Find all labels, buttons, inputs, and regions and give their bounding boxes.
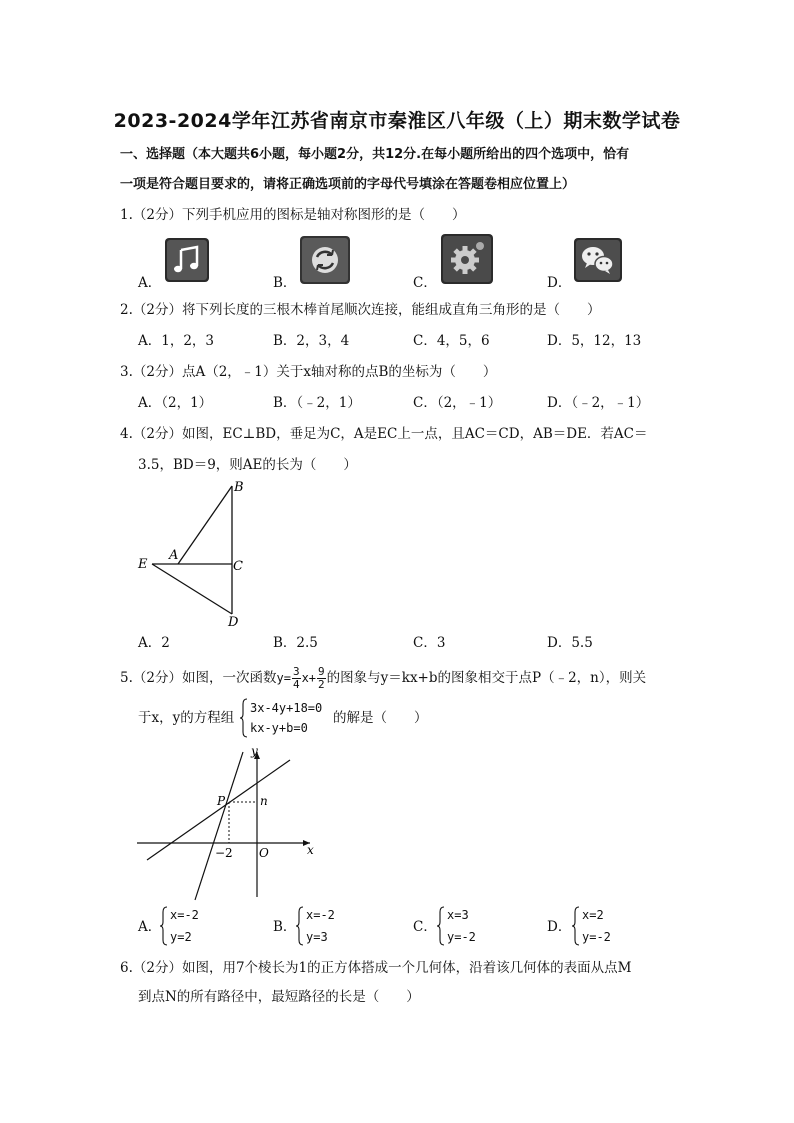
q6-stem-line1: 6.（2分）如图，用7个棱长为1的正方体搭成一个几何体，沿着该几何体的表面从点M (120, 960, 632, 976)
q5-axis-x-label: x (307, 843, 314, 857)
q5-option-d-brace (572, 906, 580, 946)
q5-option-d-row1: x=2 (582, 908, 604, 922)
q4-label-d: D (228, 615, 239, 630)
q3-option-a: A．（2，1） (138, 395, 213, 411)
q5-stem-c: 于x，y的方程组 (138, 710, 235, 726)
q5-option-c-row1: x=3 (447, 908, 469, 922)
q4-option-d: D．5.5 (547, 635, 593, 651)
q5-option-a-row2: y=2 (170, 930, 192, 944)
q5-axis-y-label: y (251, 744, 258, 758)
q5-option-a-letter: A． (138, 919, 162, 935)
refresh-icon (299, 235, 351, 289)
q5-option-c-letter: C． (413, 919, 437, 935)
q5-stem-a: 5.（2分）如图，一次函数 (120, 670, 277, 686)
q5-origin-label: O (259, 846, 269, 860)
q2-stem: 2.（2分）将下列长度的三根木棒首尾顺次连接，能组成直角三角形的是（ ） (120, 302, 601, 318)
q5-option-b-brace (296, 906, 304, 946)
q5-option-d-letter: D． (547, 919, 572, 935)
q4-label-c: C (233, 559, 243, 574)
q5-x-plus: x+ (301, 671, 317, 685)
q4-option-c: C．3 (413, 635, 446, 651)
q5-point-p-label: P (217, 794, 226, 808)
q4-stem-line2: 3.5，BD＝9，则AE的长为（ ） (138, 457, 357, 473)
exam-title: 2023-2024学年江苏省南京市秦淮区八年级（上）期末数学试卷 (113, 110, 681, 132)
q5-stem-line1 (120, 666, 646, 691)
q4-label-b: B (234, 480, 244, 495)
q5-option-a-row1: x=-2 (170, 908, 199, 922)
q3-option-d: D．（﹣2，﹣1） (547, 395, 650, 411)
q5-fraction-9-2: $\frac{9}{2}$ (318, 665, 325, 691)
q5-stem-b: 的图象与y＝kx+b的图象相交于点P（﹣2，n），则关 (326, 670, 647, 686)
q6-stem-line2: 到点N的所有路径中，最短路径的长是（ ） (138, 989, 420, 1005)
q5-n-label: n (260, 794, 268, 808)
q2-option-b: B．2，3，4 (273, 333, 350, 349)
q5-option-b-row1: x=-2 (306, 908, 335, 922)
q1-option-b-label: B． (273, 275, 297, 291)
q5-coordinate-graph (135, 742, 320, 902)
q4-stem-line1: 4.（2分）如图，EC⊥BD，垂足为C，A是EC上一点，且AC＝CD，AB＝DE．若AC＝ (120, 426, 648, 442)
q4-option-a: A．2 (138, 635, 170, 651)
q5-minus2-label: −2 (215, 846, 233, 860)
q4-option-b: B．2.5 (273, 635, 318, 651)
q1-option-a-label: A． (138, 275, 162, 291)
q5-option-c-brace (437, 906, 445, 946)
q5-system-row2: kx-y+b=0 (250, 721, 308, 735)
q4-label-e: E (138, 557, 148, 572)
q2-option-a: A．1，2，3 (138, 333, 215, 349)
q3-stem: 3.（2分）点A（2，﹣1）关于x轴对称的点B的坐标为（ ） (120, 364, 497, 380)
q5-stem-d: 的解是（ ） (333, 710, 428, 726)
q5-y-eq: y= (276, 671, 291, 685)
music-note-icon (164, 237, 210, 287)
wechat-icon (573, 237, 623, 287)
q1-stem: 1.（2分）下列手机应用的图标是轴对称图形的是（ ） (120, 207, 466, 223)
q2-option-d: D．5，12，13 (547, 333, 642, 349)
q1-option-d-label: D． (547, 275, 572, 291)
q5-system-row1: 3x-4y+18=0 (250, 701, 323, 715)
section-instructions-line2: 一项是符合题目要求的，请将正确选项前的字母代号填涂在答题卷相应位置上） (120, 177, 576, 192)
q5-fraction-3-4: $\frac{3}{4}$ (292, 665, 300, 691)
section-instructions-line1: 一、选择题（本大题共6小题，每小题2分，共12分.在每小题所给出的四个选项中，恰有 (120, 147, 630, 162)
q5-option-b-row2: y=3 (306, 930, 328, 944)
q2-option-c: C．4，5，6 (413, 333, 490, 349)
q4-triangle-figure (130, 478, 260, 630)
q5-option-d-row2: y=-2 (582, 930, 611, 944)
q1-option-c-label: C． (413, 275, 437, 291)
q5-option-c-row2: y=-2 (447, 930, 476, 944)
q5-option-b-letter: B． (273, 919, 297, 935)
q4-label-a: A (169, 548, 179, 563)
gear-icon (440, 233, 494, 289)
q3-option-c: C．（2，﹣1） (413, 395, 502, 411)
q5-option-a-brace (160, 906, 168, 946)
q5-system-brace (240, 698, 248, 738)
q3-option-b: B．（﹣2，1） (273, 395, 361, 411)
